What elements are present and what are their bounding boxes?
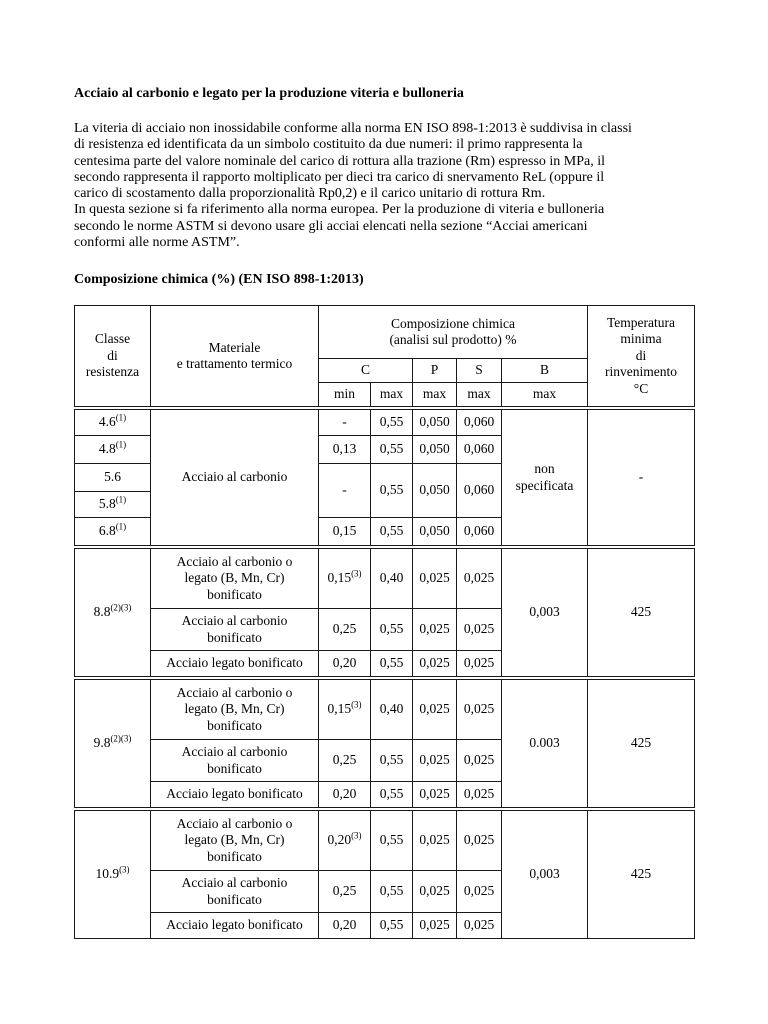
- c-max-cell: 0,55: [371, 518, 413, 546]
- p-cell: 0,025: [413, 549, 457, 609]
- s-cell: 0,025: [457, 782, 502, 808]
- temp-cell: -: [588, 410, 695, 546]
- classe-cell: $9.8^{(2)(3)}$: [75, 680, 151, 808]
- material-cell: Acciaio al carbonio o legato (B, Mn, Cr) bonificato: [151, 811, 319, 871]
- p-cell: 0,025: [413, 609, 457, 651]
- s-cell: 0,025: [457, 651, 502, 677]
- p-cell: 0,025: [413, 913, 457, 939]
- intro-paragraph: [74, 121, 714, 251]
- classe-cell: $8.8^{(2)(3)}$: [75, 549, 151, 677]
- material-cell: Acciaio legato bonificato: [151, 782, 319, 808]
- header-element-c: C: [319, 359, 413, 383]
- material-cell: Acciaio legato bonificato: [151, 913, 319, 939]
- c-max-cell: 0,55: [371, 811, 413, 871]
- intro-paragraph-line: secondo rappresenta il rapporto moltiplicato per dieci tra carico di snervamento ReL (oppure il: [74, 169, 605, 185]
- s-cell: 0,060: [457, 464, 502, 518]
- c-max-cell: 0,55: [371, 464, 413, 518]
- table-row: [75, 680, 695, 740]
- intro-paragraph-line: centesima parte del valore nominale del carico di rottura alla trazione (Rm) espresso in MPa, il: [74, 153, 606, 169]
- p-cell: 0,050: [413, 464, 457, 518]
- c-min-cell: 0,25: [319, 871, 371, 913]
- intro-paragraph-line: La viteria di acciaio non inossidabile conforme alla norma EN ISO 898-1:2013 è suddivisa in classi: [74, 121, 632, 136]
- table-row: [75, 549, 695, 609]
- c-min-cell: 0,25: [319, 740, 371, 782]
- c-min-cell: 0,15: [319, 518, 371, 546]
- c-min-cell: 0,20: [319, 651, 371, 677]
- intro-paragraph-line: carico di scostamento dalla proporzionalità Rp0,2) e il carico unitario di rottura Rm.: [74, 186, 546, 202]
- c-max-cell: 0,40: [371, 680, 413, 740]
- c-max-cell: 0,55: [371, 913, 413, 939]
- header-element-p: P: [413, 359, 457, 383]
- classe-cell: 5.6: [75, 464, 151, 492]
- c-max-cell: 0,55: [371, 871, 413, 913]
- classe-cell: 5.8$^{(1)}$: [75, 492, 151, 518]
- temp-cell: 425: [588, 549, 695, 677]
- header-element-b: B: [502, 359, 588, 383]
- temp-cell: 425: [588, 680, 695, 808]
- b-cell: 0.003: [502, 680, 588, 808]
- material-cell: Acciaio al carbonio o legato (B, Mn, Cr) bonificato: [151, 680, 319, 740]
- p-cell: 0,025: [413, 680, 457, 740]
- p-cell: 0,025: [413, 782, 457, 808]
- s-cell: 0,025: [457, 549, 502, 609]
- intro-paragraph-line: In questa sezione si fa riferimento alla norma europea. Per la produzione di viteria e bulloneria: [74, 202, 605, 218]
- intro-paragraph-line: di resistenza ed identificata da un simbolo costituito da due numeri: il primo rappresenta la: [74, 137, 583, 153]
- s-cell: 0,025: [457, 680, 502, 740]
- b-cell: non specificata: [502, 410, 588, 546]
- c-min-cell: 0,20: [319, 913, 371, 939]
- c-max-cell: 0,55: [371, 782, 413, 808]
- s-cell: 0,025: [457, 913, 502, 939]
- p-cell: 0,025: [413, 811, 457, 871]
- document-title: Acciaio al carbonio e legato per la produzione viteria e bulloneria: [74, 86, 464, 101]
- section-title: Composizione chimica (%) (EN ISO 898-1:2013): [74, 272, 364, 287]
- p-cell: 0,050: [413, 518, 457, 546]
- header-materiale: Materiale e trattamento termico: [151, 306, 319, 407]
- c-max-cell: 0,55: [371, 410, 413, 436]
- c-max-cell: 0,55: [371, 651, 413, 677]
- classe-cell: 4.8$^{(1)}$: [75, 436, 151, 464]
- header-limit: max: [371, 383, 413, 407]
- temp-cell: 425: [588, 811, 695, 939]
- s-cell: 0,060: [457, 518, 502, 546]
- header-limit: max: [502, 383, 588, 407]
- c-min-cell: -: [319, 410, 371, 436]
- material-cell: Acciaio legato bonificato: [151, 651, 319, 677]
- s-cell: 0,025: [457, 871, 502, 913]
- c-max-cell: 0,55: [371, 609, 413, 651]
- p-cell: 0,050: [413, 410, 457, 436]
- p-cell: 0,025: [413, 871, 457, 913]
- classe-cell: 4.6$^{(1)}$: [75, 410, 151, 436]
- material-cell: Acciaio al carbonio bonificato: [151, 871, 319, 913]
- composition-table: [74, 305, 695, 939]
- c-min-cell: 0,20$^{(3)}$: [319, 811, 371, 871]
- header-limit: max: [457, 383, 502, 407]
- s-cell: 0,025: [457, 811, 502, 871]
- p-cell: 0,025: [413, 740, 457, 782]
- p-cell: 0,025: [413, 651, 457, 677]
- header-element-s: S: [457, 359, 502, 383]
- c-min-cell: 0,15$^{(3)}$: [319, 549, 371, 609]
- intro-paragraph-line: conformi alle norme ASTM”.: [74, 235, 240, 251]
- c-min-cell: -: [319, 464, 371, 518]
- c-min-cell: 0,20: [319, 782, 371, 808]
- table-row: [75, 410, 695, 436]
- c-min-cell: 0,13: [319, 436, 371, 464]
- s-cell: 0,025: [457, 609, 502, 651]
- p-cell: 0,050: [413, 436, 457, 464]
- classe-cell: 10.9$^{(3)}$: [75, 811, 151, 939]
- c-max-cell: 0,40: [371, 549, 413, 609]
- c-min-cell: 0,25: [319, 609, 371, 651]
- header-limit: max: [413, 383, 457, 407]
- intro-paragraph-line: secondo le norme ASTM si devono usare gli acciai elencati nella sezione “Acciai americani: [74, 218, 588, 234]
- s-cell: 0,060: [457, 436, 502, 464]
- header-classe: Classe di resistenza: [75, 306, 151, 407]
- material-cell: Acciaio al carbonio bonificato: [151, 609, 319, 651]
- classe-cell: 6.8$^{(1)}$: [75, 518, 151, 546]
- s-cell: 0,060: [457, 410, 502, 436]
- material-cell: Acciaio al carbonio bonificato: [151, 740, 319, 782]
- c-max-cell: 0,55: [371, 436, 413, 464]
- s-cell: 0,025: [457, 740, 502, 782]
- material-cell: Acciaio al carbonio: [151, 410, 319, 546]
- b-cell: 0,003: [502, 811, 588, 939]
- header-temperatura: Temperatura minima di rinvenimento °C: [588, 306, 695, 407]
- header-limit: min: [319, 383, 371, 407]
- header-composizione: Composizione chimica (analisi sul prodotto) %: [319, 306, 588, 359]
- table-row: [75, 811, 695, 871]
- b-cell: 0,003: [502, 549, 588, 677]
- c-max-cell: 0,55: [371, 740, 413, 782]
- c-min-cell: 0,15$^{(3)}$: [319, 680, 371, 740]
- material-cell: Acciaio al carbonio o legato (B, Mn, Cr) bonificato: [151, 549, 319, 609]
